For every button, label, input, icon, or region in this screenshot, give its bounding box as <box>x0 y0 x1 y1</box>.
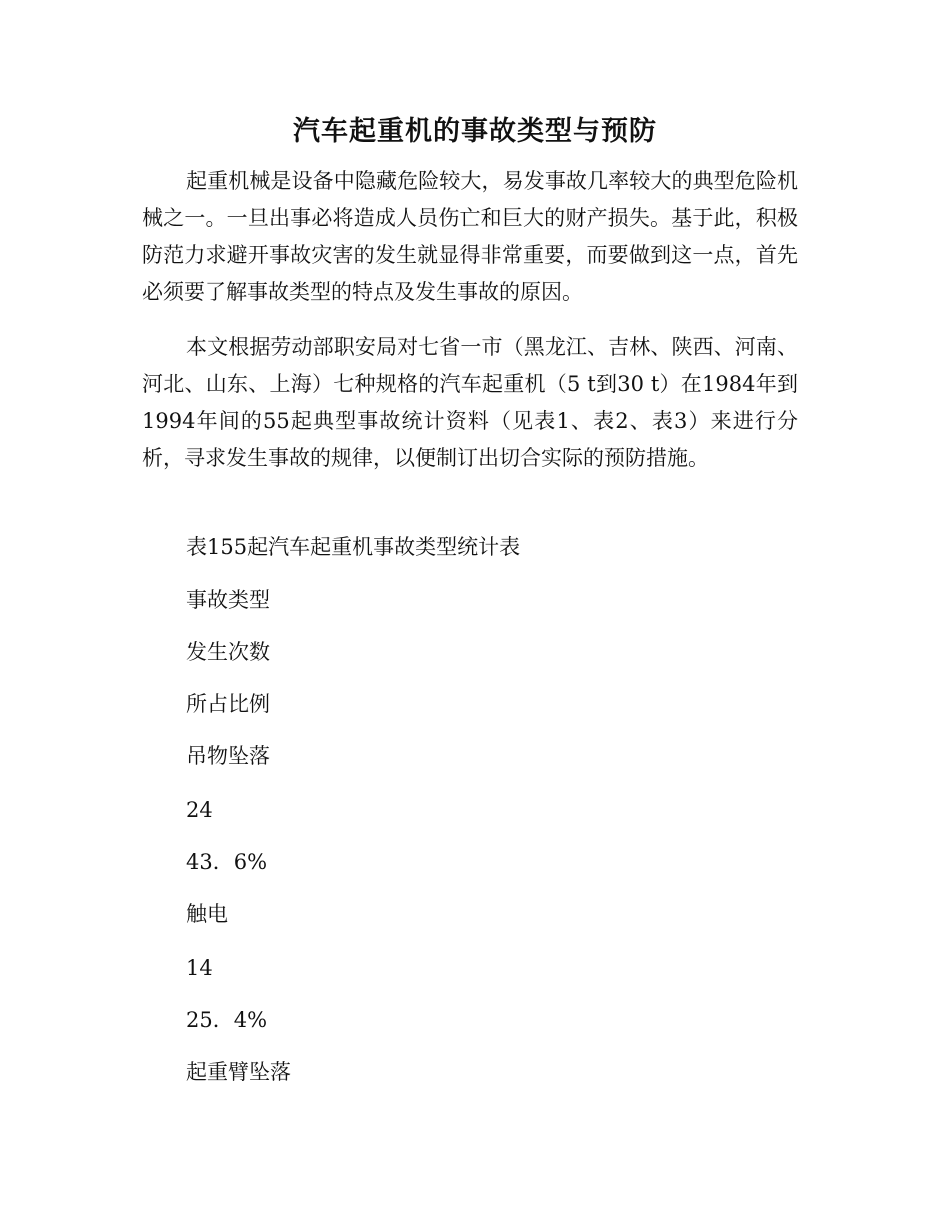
table-caption: 表155起汽车起重机事故类型统计表 <box>186 535 521 559</box>
table-cell: 吊物坠落 <box>186 744 270 768</box>
paragraph-method: 本文根据劳动部职安局对七省一市（黑龙江、吉林、陕西、河南、河北、山东、上海）七种规格的汽车起重机（5 t到30 t）在1984年到1994年间的55起典型事故统计资料（见表1、表2、表3）来进行分析，寻求发生事故的规律，以便制订出切合实际的预防措施。 <box>142 335 798 470</box>
document-title: 汽车起重机的事故类型与预防 <box>293 116 657 147</box>
table-cell: 起重臂坠落 <box>186 1060 291 1084</box>
table-cell: 25．4% <box>186 1008 268 1032</box>
table-cell: 所占比例 <box>186 692 270 716</box>
table-cell: 14 <box>186 956 213 980</box>
paragraph-intro: 起重机械是设备中隐藏危险较大，易发事故几率较大的典型危险机械之一。一旦出事必将造成人员伤亡和巨大的财产损失。基于此，积极防范力求避开事故灾害的发生就显得非常重要，而要做到这一点，首先必须要了解事故类型的特点及发生事故的原因。 <box>142 169 798 304</box>
table-cell: 事故类型 <box>186 588 270 612</box>
table-cell: 触电 <box>186 902 228 926</box>
table-cell: 43．6% <box>186 850 268 874</box>
table-cell: 24 <box>186 798 213 822</box>
table-cell: 发生次数 <box>186 640 270 664</box>
